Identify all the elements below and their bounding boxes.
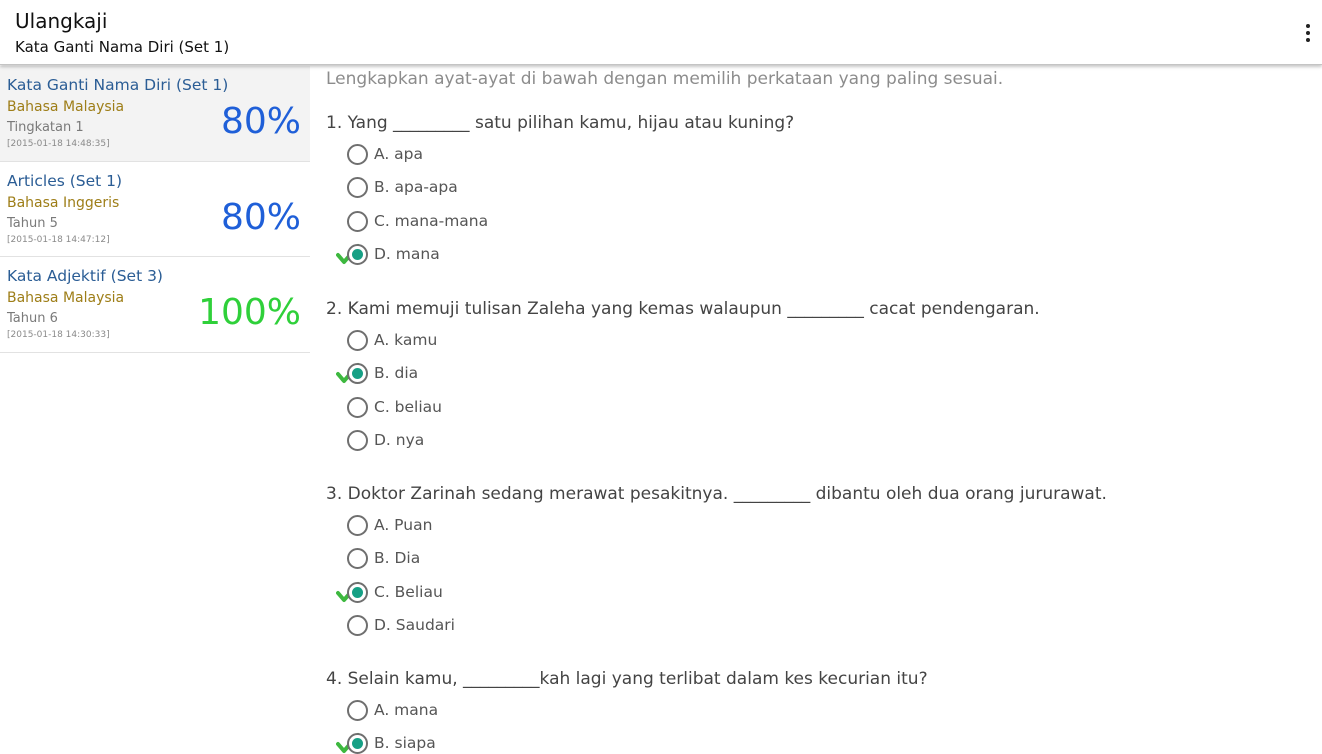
question-4 (326, 666, 1316, 754)
answer-option[interactable] (326, 171, 1316, 204)
answer-option[interactable] (326, 694, 1316, 727)
radio-button[interactable] (347, 582, 368, 603)
radio-button[interactable] (347, 548, 368, 569)
sidebar-item-level: Tingkatan 1 (7, 120, 84, 135)
sidebar-item-subject: Bahasa Malaysia (7, 99, 125, 115)
answer-option[interactable] (326, 542, 1316, 575)
answer-option[interactable] (326, 138, 1316, 171)
radio-button[interactable] (347, 515, 368, 536)
question-text: 3. Doktor Zarinah sedang merawat pesakitnya. _________ dibantu oleh dua orang jururawat. (326, 484, 1107, 504)
answer-option[interactable] (326, 727, 1316, 754)
radio-button[interactable] (347, 430, 368, 451)
app-title: Ulangkaji (15, 9, 108, 33)
sidebar-item-subject: Bahasa Malaysia (7, 290, 125, 306)
question-2 (326, 296, 1316, 457)
sidebar-item-score: 80% (220, 196, 301, 238)
quiz-content (326, 66, 1316, 754)
answer-option[interactable] (326, 424, 1316, 457)
answer-option[interactable] (326, 609, 1316, 642)
app-subtitle: Kata Ganti Nama Diri (Set 1) (15, 38, 230, 56)
sidebar-item-date: [2015-01-18 14:48:35] (7, 139, 110, 149)
answer-option-label: B. siapa (374, 734, 436, 753)
question-text: 2. Kami memuji tulisan Zaleha yang kemas walaupun _________ cacat pendengaran. (326, 299, 1040, 319)
answer-option[interactable] (326, 238, 1316, 271)
question-text: 1. Yang _________ satu pilihan kamu, hijau atau kuning? (326, 113, 795, 133)
answer-option-label: C. mana-mana (374, 211, 489, 230)
answer-option[interactable] (326, 391, 1316, 424)
app-bar (0, 0, 1322, 65)
answer-option-label: B. dia (374, 364, 419, 383)
sidebar-item-date: [2015-01-18 14:30:33] (7, 330, 110, 340)
answer-option-label: B. apa-apa (374, 178, 458, 197)
question-3 (326, 481, 1316, 642)
sidebar-item-title: Articles (Set 1) (7, 171, 123, 190)
answer-option-label: D. nya (374, 430, 425, 449)
question-text: 4. Selain kamu, _________kah lagi yang terlibat dalam kes kecurian itu? (326, 669, 928, 689)
sidebar-item-score: 100% (198, 292, 301, 333)
answer-option-label: C. beliau (374, 397, 442, 416)
radio-button[interactable] (347, 330, 368, 351)
answer-option[interactable] (326, 509, 1316, 542)
answer-option[interactable] (326, 576, 1316, 609)
radio-button[interactable] (347, 177, 368, 198)
radio-button[interactable] (347, 733, 368, 754)
answer-option-label: B. Dia (374, 549, 421, 568)
answer-option[interactable] (326, 324, 1316, 357)
answer-option-label: A. kamu (374, 331, 438, 349)
sidebar-item-title: Kata Adjektif (Set 3) (7, 267, 163, 285)
quiz-instruction: Lengkapkan ayat-ayat di bawah dengan memilih perkataan yang paling sesuai. (326, 69, 1004, 89)
sidebar-item-1[interactable] (0, 162, 310, 258)
radio-button[interactable] (347, 144, 368, 165)
answer-option-label: D. Saudari (374, 615, 455, 634)
radio-button[interactable] (347, 211, 368, 232)
radio-button[interactable] (347, 363, 368, 384)
sidebar-item-subject: Bahasa Inggeris (7, 194, 120, 211)
sidebar-item-title: Kata Ganti Nama Diri (Set 1) (7, 76, 229, 94)
sidebar-item-2[interactable] (0, 257, 310, 353)
more-vert-icon[interactable] (1298, 16, 1318, 50)
question-1 (326, 110, 1316, 271)
answer-option-label: A. mana (374, 701, 439, 719)
sidebar-item-score: 80% (220, 101, 301, 142)
answer-option[interactable] (326, 357, 1316, 390)
answer-option-label: A. Puan (374, 516, 433, 534)
answer-option[interactable] (326, 205, 1316, 238)
sidebar-item-date: [2015-01-18 14:47:12] (7, 234, 110, 245)
radio-button[interactable] (347, 700, 368, 721)
sidebar-item-level: Tahun 6 (7, 311, 58, 326)
quiz-history-list (0, 66, 310, 754)
radio-button[interactable] (347, 615, 368, 636)
sidebar-item-level: Tahun 5 (7, 215, 58, 231)
answer-option-label: C. Beliau (374, 582, 443, 601)
answer-option-label: A. apa (374, 145, 424, 163)
radio-button[interactable] (347, 244, 368, 265)
radio-button[interactable] (347, 397, 368, 418)
sidebar-item-0[interactable] (0, 66, 310, 162)
answer-option-label: D. mana (374, 244, 440, 263)
